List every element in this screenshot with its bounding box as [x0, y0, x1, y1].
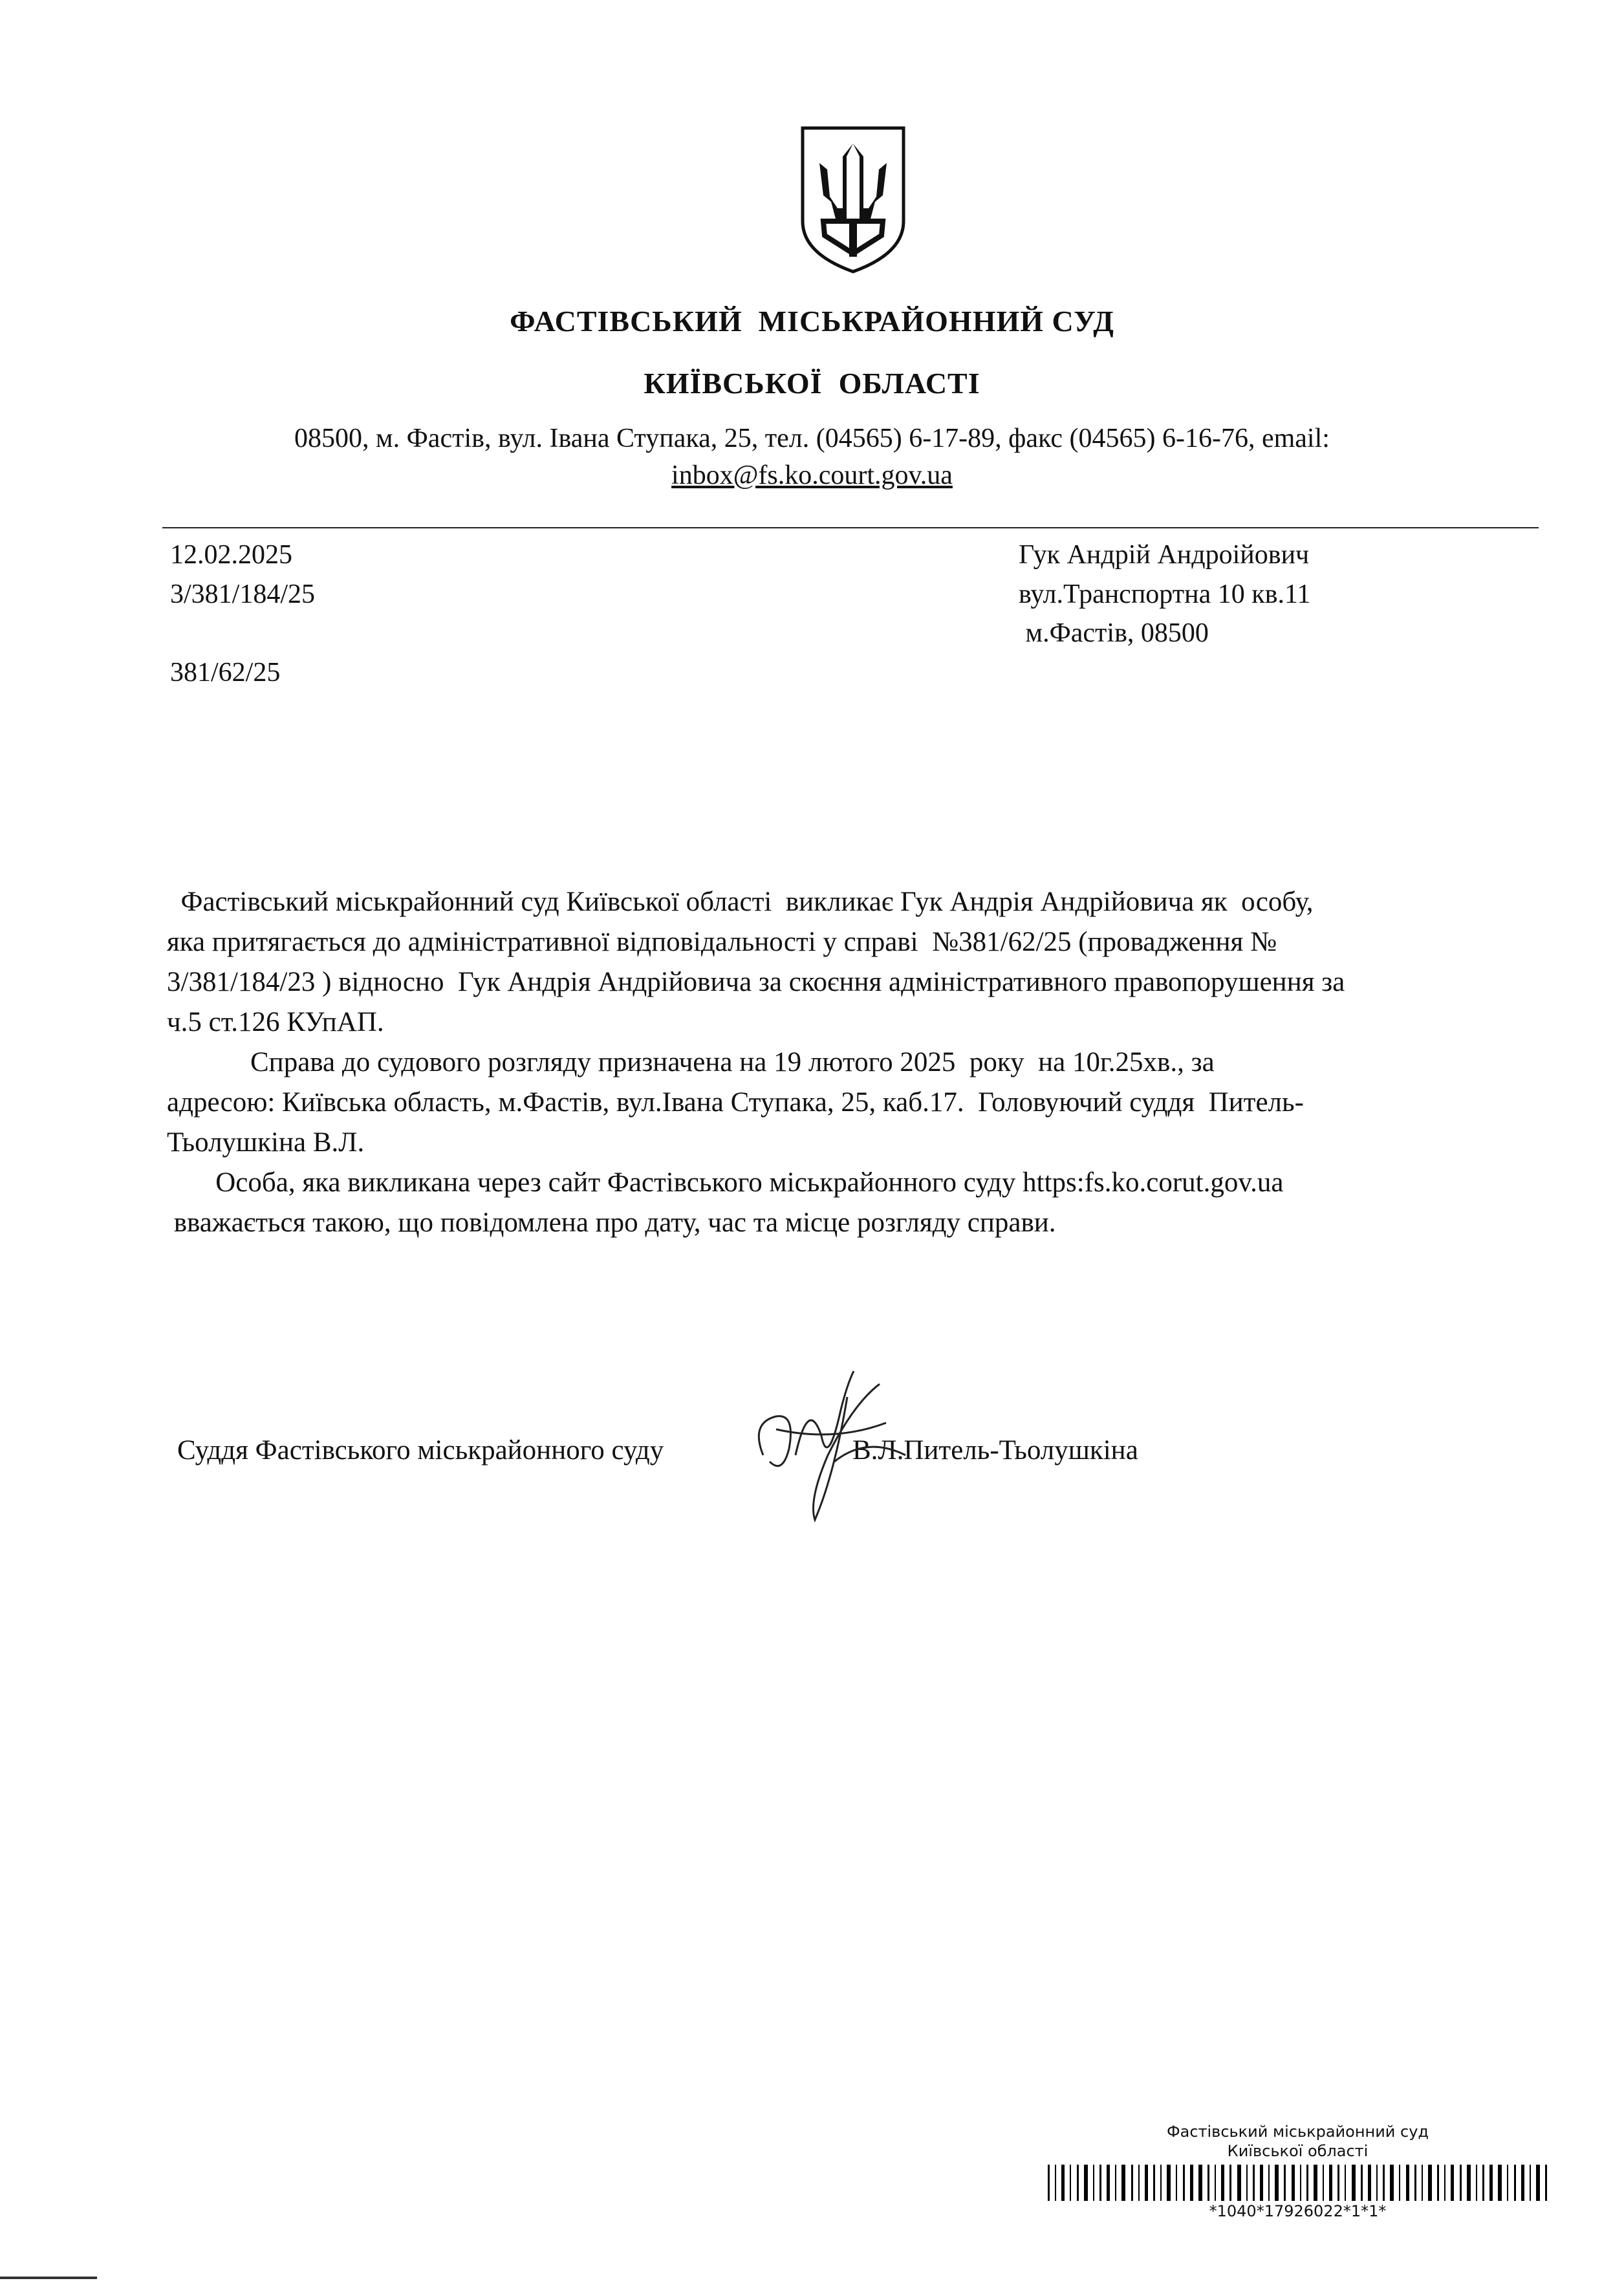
barcode-bar — [1207, 2165, 1209, 2201]
barcode-bar — [1260, 2165, 1263, 2201]
barcode-bar — [1437, 2165, 1439, 2201]
barcode-bar — [1221, 2165, 1224, 2201]
barcode-bar — [1306, 2165, 1308, 2201]
barcode-bar — [1530, 2165, 1531, 2201]
barcode-bar — [1229, 2165, 1231, 2201]
body-line: ч.5 ст.126 КУпАП. — [167, 1007, 384, 1037]
barcode-bar — [1406, 2165, 1409, 2201]
stamp-court-name: Фастівський міськрайонний суд — [1166, 2123, 1429, 2141]
barcode-bar — [1361, 2165, 1363, 2201]
barcode-bar — [1237, 2165, 1241, 2201]
barcode-bar — [1131, 2165, 1133, 2201]
barcode-bar — [1121, 2165, 1125, 2201]
barcode-bar — [1176, 2165, 1177, 2201]
barcode-bar — [1337, 2165, 1339, 2201]
barcode-bar — [1198, 2165, 1202, 2201]
barcode-bar — [1061, 2165, 1065, 2201]
scan-edge-mark — [0, 2277, 97, 2279]
barcode-bar — [1167, 2165, 1171, 2201]
barcode-bar — [1476, 2165, 1477, 2201]
outgoing-number: 3/381/184/25 — [170, 579, 316, 609]
recipient-street: вул.Транспортна 10 кв.11 — [1019, 579, 1311, 609]
barcode-bar — [1084, 2165, 1088, 2201]
barcode-bar — [1507, 2165, 1508, 2201]
court-address: 08500, м. Фастів, вул. Івана Ступака, 25, тел. (04565) 6-17-89, факс (04565) 6-16-76, email: — [294, 424, 1330, 453]
signature-name: В.Л.Питель-Тьолушкіна — [852, 1435, 1138, 1466]
body-line: Тьолушкіна В.Л. — [167, 1127, 365, 1158]
barcode-bar — [1253, 2165, 1255, 2201]
signature-label: Суддя Фастівського міськрайонного суду — [177, 1435, 664, 1466]
barcode-bar — [1376, 2165, 1378, 2201]
body-line: адресою: Київська область, м.Фастів, вул.Івана Ступака, 25, каб.17. Головуючий суддя Питель- — [167, 1087, 1304, 1118]
barcode-bar — [1183, 2165, 1185, 2201]
barcode-bar — [1482, 2165, 1484, 2201]
barcode-bar — [1055, 2165, 1056, 2201]
body-line: вважається такою, що повідомлена про дату, час та місце розгляду справи. — [167, 1207, 1056, 1238]
barcode-bar — [1070, 2165, 1071, 2201]
header-divider — [162, 527, 1539, 528]
barcode-bar — [1160, 2165, 1162, 2201]
barcode-bar — [1190, 2165, 1193, 2201]
body-line: Фастівський міськрайонний суд Київської області викликає Гук Андрія Андрійовича як особу, — [167, 887, 1314, 917]
barcode-bar — [1383, 2165, 1385, 2201]
barcode-bar — [1444, 2165, 1445, 2201]
barcode-bar — [1323, 2165, 1324, 2201]
barcode-bar — [1422, 2165, 1423, 2201]
barcode — [1048, 2165, 1548, 2201]
barcode-bar — [1467, 2165, 1471, 2201]
barcode-number: *1040*17926022*1*1* — [1209, 2202, 1387, 2220]
barcode-bar — [1460, 2165, 1462, 2201]
barcode-bar — [1215, 2165, 1216, 2201]
handwritten-signature — [737, 1358, 918, 1526]
barcode-bar — [1368, 2165, 1371, 2201]
stamp-region: Київської області — [1227, 2142, 1369, 2160]
barcode-bar — [1153, 2165, 1155, 2201]
barcode-bar — [1345, 2165, 1346, 2201]
barcode-bar — [1300, 2165, 1301, 2201]
barcode-bar — [1268, 2165, 1270, 2201]
barcode-bar — [1545, 2165, 1547, 2201]
court-name-line2: КИЇВСЬКОЇ ОБЛАСТІ — [644, 367, 980, 400]
body-line: Справа до судового розгляду призначена на 19 лютого 2025 року на 10г.25хв., за — [167, 1047, 1215, 1077]
barcode-bar — [1115, 2165, 1116, 2201]
barcode-bar — [1275, 2165, 1279, 2201]
barcode-bar — [1099, 2165, 1101, 2201]
barcode-bar — [1138, 2165, 1140, 2201]
body-line: 3/381/184/23 ) відносно Гук Андрія Андрійовича за скоєння адміністративного правопорушення за — [167, 967, 1345, 997]
barcode-bar — [1077, 2165, 1079, 2201]
barcode-bar — [1352, 2165, 1356, 2201]
barcode-bar — [1399, 2165, 1400, 2201]
document-date: 12.02.2025 — [170, 540, 292, 570]
barcode-bar — [1048, 2165, 1050, 2201]
recipient-city: м.Фастів, 08500 — [1019, 618, 1209, 648]
recipient-name: Гук Андрій Андроійович — [1019, 540, 1310, 570]
barcode-bar — [1093, 2165, 1094, 2201]
court-email-row — [0, 460, 1624, 491]
barcode-bar — [1536, 2165, 1540, 2201]
barcode-bar — [1514, 2165, 1516, 2201]
barcode-bar — [1284, 2165, 1286, 2201]
barcode-bar — [1521, 2165, 1524, 2201]
coat-of-arms-emblem — [797, 124, 909, 274]
barcode-bar — [1246, 2165, 1248, 2201]
court-name-line1: ФАСТІВСЬКИЙ МІСЬКРАЙОННИЙ СУД — [510, 305, 1114, 338]
barcode-bar — [1314, 2165, 1317, 2201]
barcode-bar — [1292, 2165, 1295, 2201]
court-email-link[interactable]: inbox@fs.ko.court.gov.ua — [671, 460, 953, 490]
barcode-bar — [1390, 2165, 1394, 2201]
barcode-bar — [1489, 2165, 1493, 2201]
body-line: Особа, яка викликана через сайт Фастівського міськрайонного суду https:fs.ko.corut.gov.ua — [167, 1167, 1284, 1198]
barcode-bar — [1498, 2165, 1502, 2201]
barcode-bar — [1428, 2165, 1432, 2201]
case-number: 381/62/25 — [170, 658, 281, 687]
barcode-bar — [1145, 2165, 1148, 2201]
body-line: яка притягається до адміністративної відповідальності у справі №381/62/25 (провадження № — [167, 927, 1277, 957]
barcode-bar — [1107, 2165, 1110, 2201]
barcode-bar — [1451, 2165, 1454, 2201]
barcode-bar — [1329, 2165, 1332, 2201]
barcode-bar — [1414, 2165, 1416, 2201]
